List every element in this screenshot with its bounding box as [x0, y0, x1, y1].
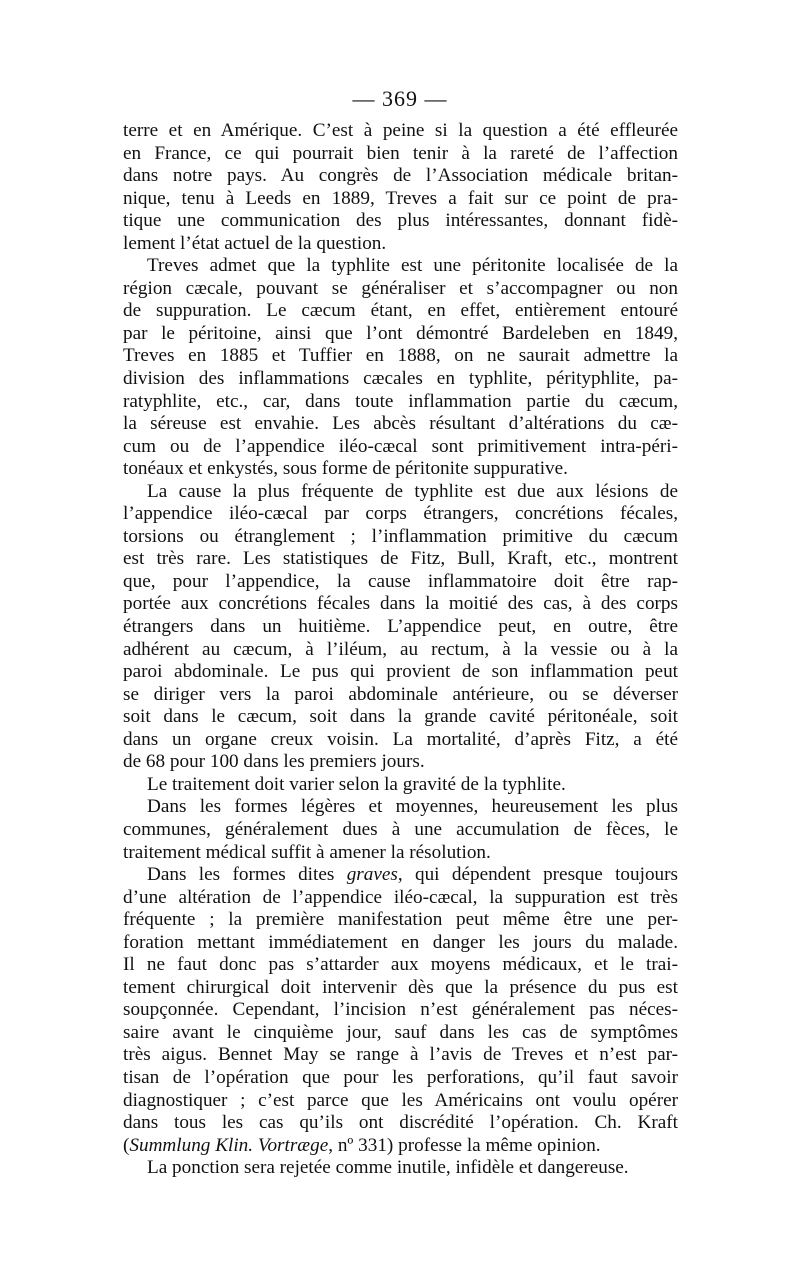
text-line: portée aux concrétions fécales dans la moitié des cas, à des corps: [123, 593, 678, 615]
body-text: [123, 120, 678, 1180]
text-line: Dans les formes légères et moyennes, heureusement les plus: [147, 796, 678, 818]
text-line: communes, généralement dues à une accumulation de fèces, le: [123, 818, 678, 840]
text-line: de 68 pour 100 dans les premiers jours.: [123, 751, 425, 773]
text-line: est très rare. Les statistiques de Fitz, Bull, Kraft, etc., montrent: [123, 548, 678, 570]
text-line: saire avant le cinquième jour, sauf dans les cas de symptômes: [123, 1021, 678, 1043]
text-line: dans tous les cas qu’ils ont discrédité l’opération. Ch. Kraft: [123, 1112, 678, 1134]
text-line: l’appendice iléo-cæcal par corps étrangers, concrétions fécales,: [123, 503, 678, 525]
text-line: dans un organe creux voisin. La mortalité, d’après Fitz, a été: [123, 728, 678, 750]
text-line: cum ou de l’appendice iléo-cæcal sont primitivement intra-péri-: [123, 435, 678, 457]
text-line: se diriger vers la paroi abdominale antérieure, ou se déverser: [123, 683, 678, 705]
text-line: tonéaux et enkystés, sous forme de péritonite suppurative.: [123, 458, 568, 480]
page-number: — 369 —: [352, 86, 448, 111]
text-line: que, pour l’appendice, la cause inflammatoire doit être rap-: [123, 570, 678, 592]
text-line: Treves admet que la typhlite est une péritonite localisée de la: [147, 255, 678, 277]
text-line: très aigus. Bennet May se range à l’avis de Treves et n’est par-: [123, 1044, 678, 1066]
text-line: de suppuration. Le cæcum étant, en effet, entièrement entouré: [123, 300, 678, 322]
text-line: traitement médical suffit à amener la résolution.: [123, 841, 491, 863]
text-line: terre et en Amérique. C’est à peine si la question a été effleurée: [123, 120, 678, 141]
text-line: diagnostiquer ; c’est parce que les Américains ont voulu opérer: [123, 1089, 678, 1111]
text-line: Dans les formes dites graves, qui dépendent presque toujours: [147, 864, 678, 886]
text-line: division des inflammations cæcales en typhlite, pérityphlite, pa-: [123, 368, 678, 390]
text-line: tement chirurgical doit intervenir dès que la présence du pus est: [123, 976, 678, 998]
text-line: d’une altération de l’appendice iléo-cæcal, la suppuration est très: [123, 886, 678, 908]
text-line: (Summlung Klin. Vortræge, nº 331) professe la même opinion.: [123, 1134, 601, 1156]
text-line: Il ne faut donc pas s’attarder aux moyens médicaux, et le trai-: [123, 954, 678, 976]
text-line: lement l’état actuel de la question.: [123, 232, 387, 254]
text-line: la séreuse est envahie. Les abcès résultant d’altérations du cæ-: [123, 413, 678, 435]
text-line: Treves en 1885 et Tuffier en 1888, on ne saurait admettre la: [123, 345, 678, 367]
text-line: fréquente ; la première manifestation peut même être une per-: [123, 909, 678, 931]
text-line: Le traitement doit varier selon la gravité de la typhlite.: [147, 773, 566, 795]
text-line: adhérent au cæcum, à l’iléum, au rectum, à la vessie ou à la: [123, 638, 678, 660]
text-line: La ponction sera rejetée comme inutile, infidèle et dangereuse.: [147, 1157, 629, 1179]
text-line: paroi abdominale. Le pus qui provient de son inflammation peut: [123, 661, 678, 683]
text-line: tique une communication des plus intéressantes, donnant fidè-: [123, 210, 678, 232]
text-line: nique, tenu à Leeds en 1889, Treves a fait sur ce point de pra-: [123, 187, 678, 209]
text-line: soupçonnée. Cependant, l’incision n’est généralement pas néces-: [123, 999, 678, 1021]
text-line: La cause la plus fréquente de typhlite est due aux lésions de: [147, 480, 678, 502]
text-line: ratyphlite, etc., car, dans toute inflammation partie du cæcum,: [123, 390, 678, 412]
text-line: dans notre pays. Au congrès de l’Association médicale britan-: [123, 165, 678, 187]
text-line: par le péritoine, ainsi que l’ont démontré Bardeleben en 1849,: [123, 322, 678, 344]
text-line: étrangers dans un huitième. L’appendice peut, en outre, être: [123, 616, 678, 638]
text-line: tisan de l’opération que pour les perforations, qu’il faut savoir: [123, 1066, 678, 1088]
text-line: région cæcale, pouvant se généraliser et s’accompagner ou non: [123, 277, 678, 299]
text-line: torsions ou étranglement ; l’inflammation primitive du cæcum: [123, 525, 678, 547]
text-line: en France, ce qui pourrait bien tenir à la rareté de l’affection: [123, 142, 678, 164]
text-line: foration mettant immédiatement en danger les jours du malade.: [123, 931, 678, 953]
text-line: soit dans le cæcum, soit dans la grande cavité péritonéale, soit: [123, 706, 678, 728]
